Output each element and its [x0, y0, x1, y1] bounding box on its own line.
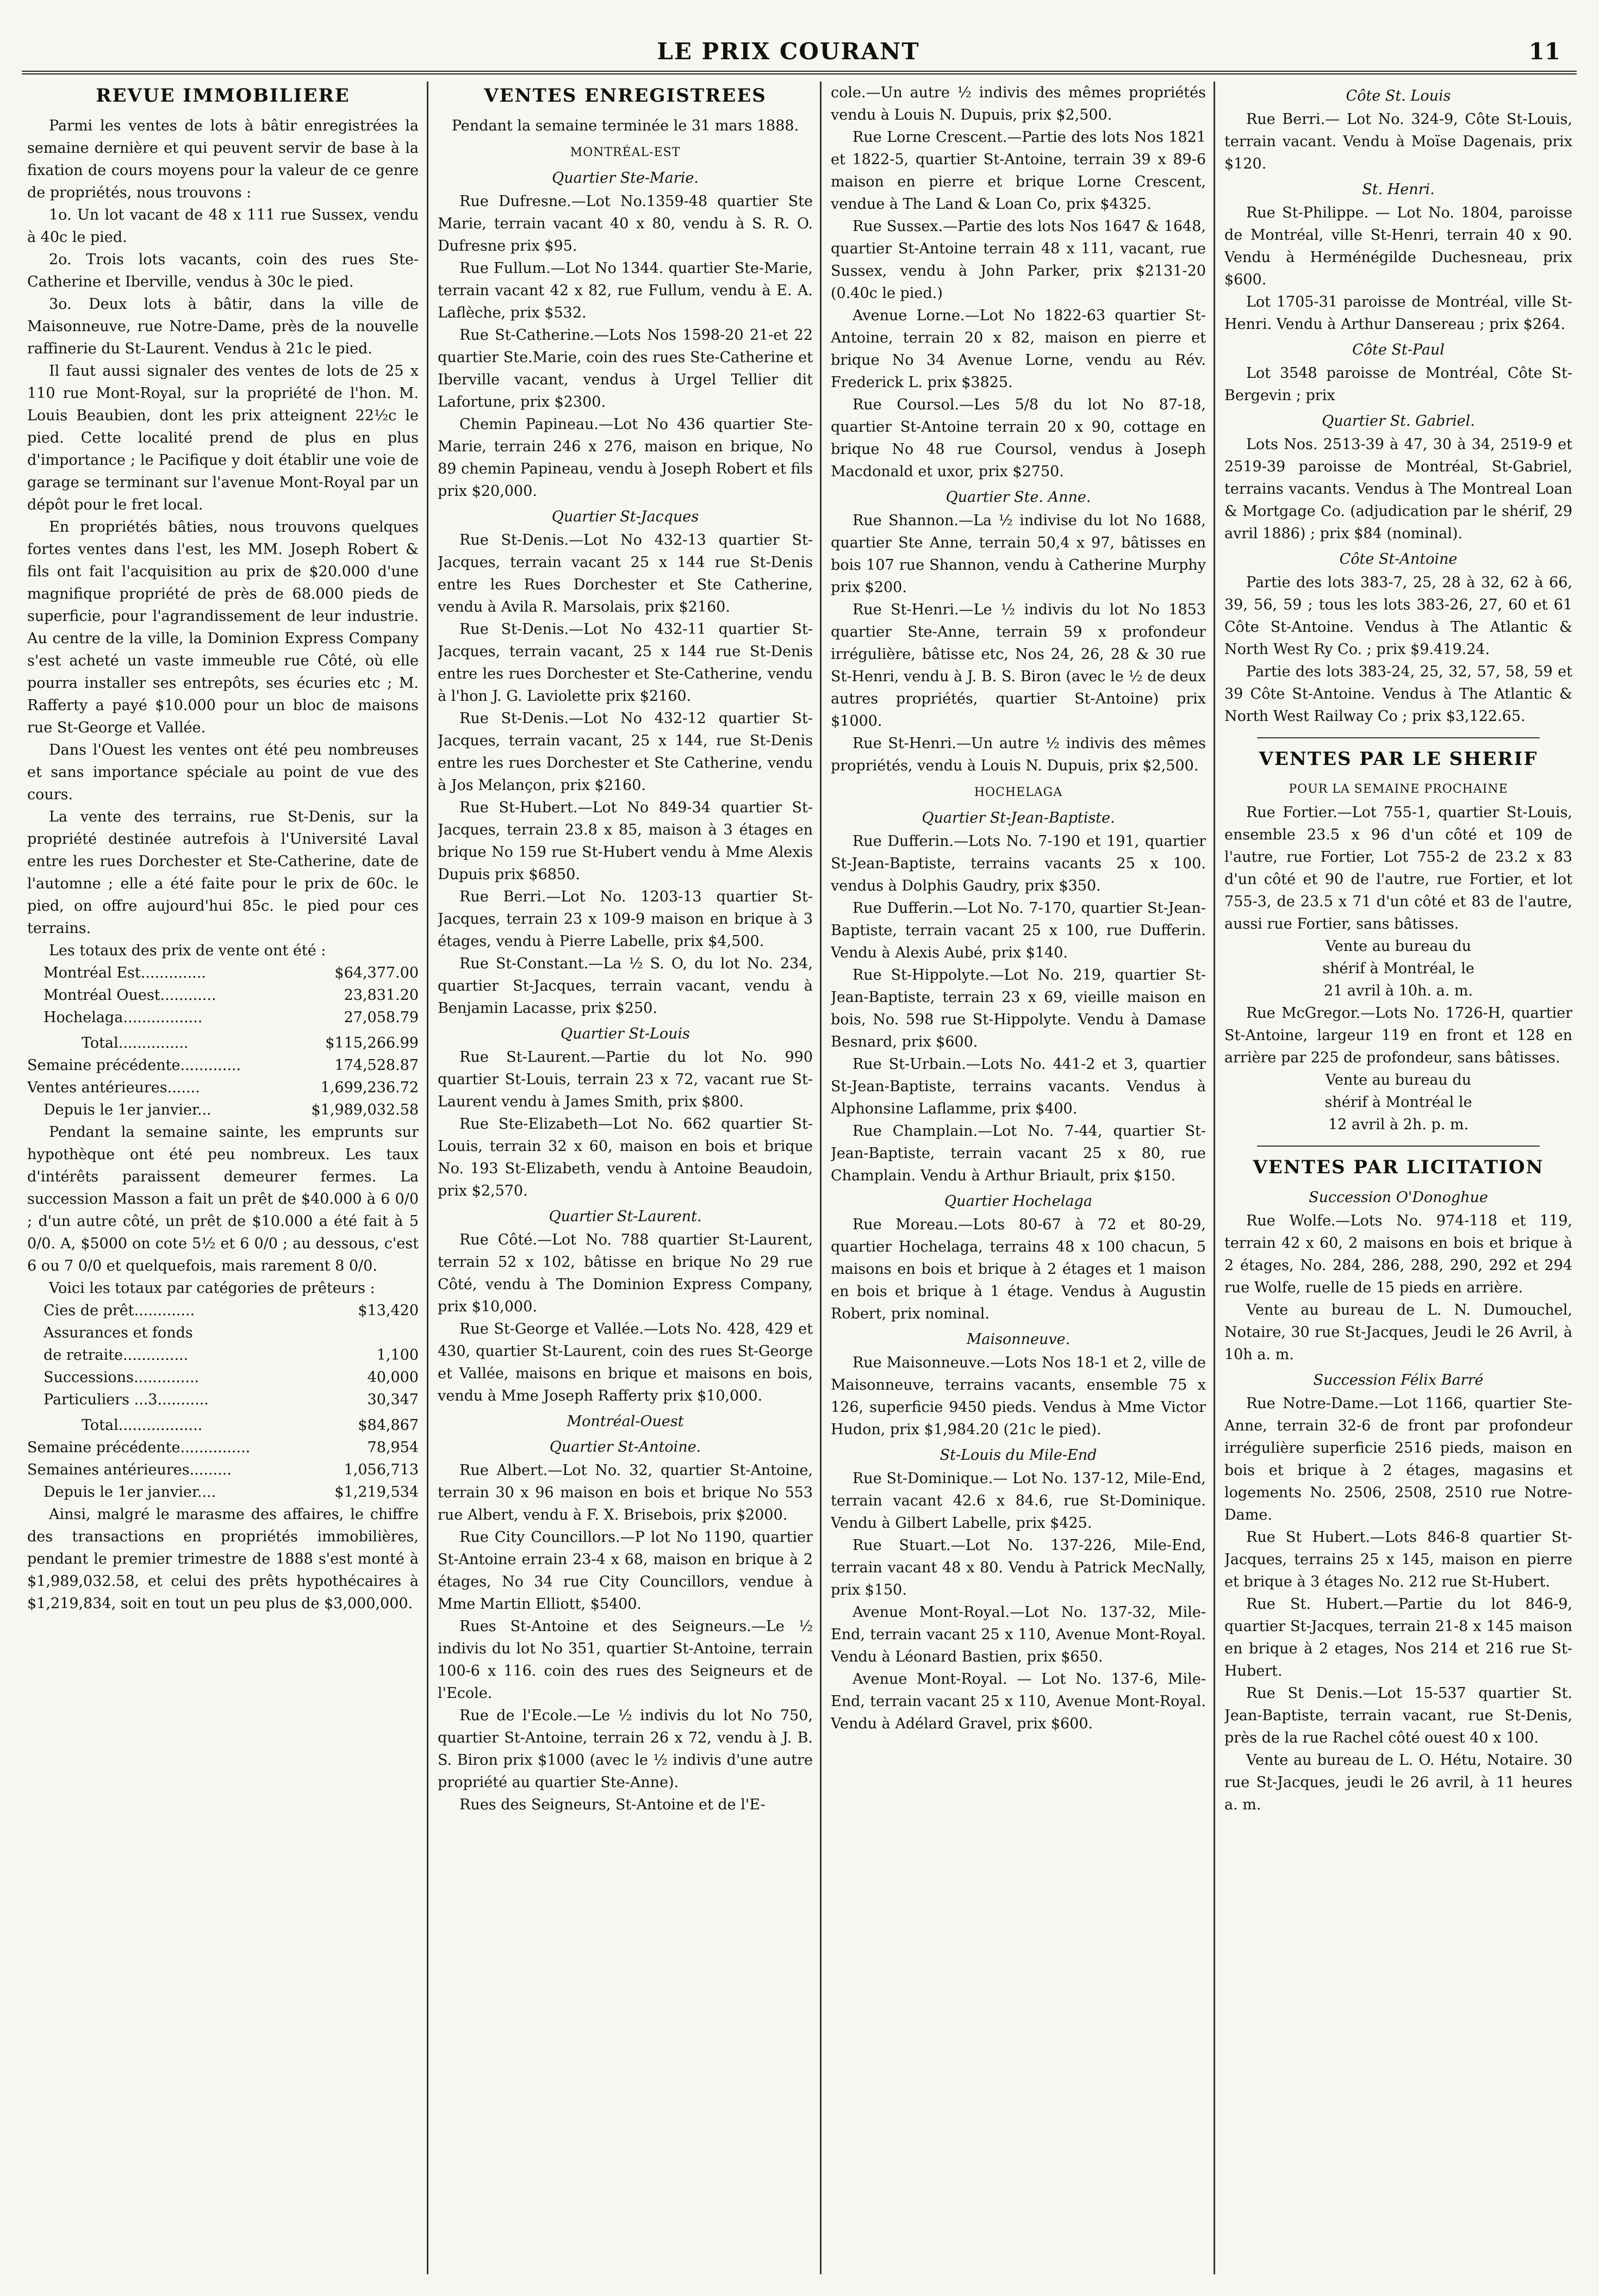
sale-entry: Rue St-Catherine.—Lots Nos 1598-20 21-et 22 quartier Ste.Marie, coin des rues Ste-Catherine et Iberville vacant, vendus à Urgel Tellier dit Lafortune, prix $2300.: [438, 327, 813, 410]
sale-venue: shérif à Montréal, le: [1322, 960, 1474, 977]
sale-entry: Rue Maisonneuve.—Lots Nos 18-1 et 2, ville de Maisonneuve, terrains vacants, ensemble 75 x 126, superficie 9450 pieds. Vendus à Mme Victor Hudon, prix $1,984.20 (21c le pied).: [831, 1354, 1206, 1438]
quarter-heading: Côte St-Antoine: [1339, 551, 1458, 568]
section-subheading: POUR LA SEMAINE PROCHAINE: [1289, 782, 1508, 796]
page-header: [22, 38, 1577, 74]
paragraph: 1o. Un lot vacant de 48 x 111 rue Sussex, vendu à 40c le pied.: [27, 207, 419, 246]
quarter-heading: St. Henri.: [1362, 181, 1435, 198]
quarter-heading: Quartier St-Jean-Baptiste.: [922, 810, 1115, 826]
sale-venue: Vente au bureau du: [1325, 938, 1472, 955]
sale-entry: Rue Dufferin.—Lot No. 7-170, quartier St-Jean-Baptiste, terrain vacant 25 x 100, rue Dufferin. Vendu à Alexis Aubé, prix $140.: [831, 900, 1206, 961]
column-ventes-sherif: [1224, 82, 1572, 2274]
sale-entry: Rue St-George et Vallée.—Lots No. 428, 429 et 430, quartier St-Laurent, coin des rues St-George et Vallée, maisons en brique et maisons en bois, vendu à Mme Joseph Rafferty prix $10,000.: [438, 1321, 813, 1404]
table-row: de retraite.............. 1,100: [43, 1347, 419, 1364]
quarter-heading: Côte St. Louis: [1346, 88, 1451, 104]
quarter-heading: Maisonneuve.: [966, 1331, 1071, 1348]
sale-entry: Rue de l'Ecole.—Le ½ indivis du lot No 750, quartier St-Antoine, terrain 26 x 72, vendu à J. B. S. Biron prix $1000 (avec le ½ indivis d'une autre propriété au quartier Ste-Anne).: [438, 1707, 813, 1791]
sale-entry: Rue St-Constant.—La ½ S. O, du lot No. 234, quartier St-Jacques, terrain vacant, vendu à Benjamin Lacasse, prix $250.: [438, 955, 813, 1017]
column-ventes-enregistrees: [438, 82, 813, 2274]
sale-entry: Rue Côté.—Lot No. 788 quartier St-Laurent, terrain 52 x 102, bâtisse en brique No 29 rue Côté, vendu à The Dominion Express Company, prix $10,000.: [438, 1231, 813, 1315]
sale-entry: Rue St-Dominique.— Lot No. 137-12, Mile-End, terrain vacant 42.6 x 84.6, rue St-Dominique. Vendu à Gilbert Labelle, prix $425.: [831, 1470, 1206, 1532]
sale-venue: shérif à Montréal le: [1324, 1094, 1472, 1111]
section-divider: [1257, 1146, 1540, 1147]
paragraph: Il faut aussi signaler des ventes de lots de 25 x 110 rue Mont-Royal, sur la propriété de l'hon. M. Louis Beaubien, dont les prix atteignent 22½c le pied. Cette localité prend de plus en plus d'importance ; le Pacifique y doit établir une voie de garage se terminant sur l'avenue Mont-Royal par un dépôt pour le fret local.: [27, 363, 419, 513]
sale-entry: Rue Ste-Elizabeth—Lot No. 662 quartier St-Louis, terrain 32 x 60, maison en bois et brique No. 193 St-Elizabeth, vendu à Antoine Beaudoin, prix $2,570.: [438, 1116, 813, 1199]
paragraph: Ainsi, malgré le marasme des affaires, le chiffre des transactions en propriétés immobilières, pendant le premier trimestre de 1888 s'est monté à $1,989,032.58, et celui des prêts hypothécaires à $1,219,834, soit en tout un peu plus de $3,000,000.: [27, 1506, 419, 1612]
quarter-heading: Quartier St-Laurent.: [549, 1208, 702, 1225]
sale-entry: Rue Wolfe.—Lots No. 974-118 et 119, terrain 42 x 60, 2 maisons en bois et brique à 2 étages, No. 284, 286, 288, 290, 292 et 294 rue Wolfe, ruelle de 15 pieds en arrière.: [1224, 1212, 1572, 1296]
sale-date: 12 avril à 2h. p. m.: [1328, 1116, 1469, 1133]
page-title: LE PRIX COURANT: [657, 38, 920, 65]
sale-entry: Rue St-Philippe. — Lot No. 1804, paroisse de Montréal, ville St-Henri, terrain 40 x 90. Vendu à Herménégilde Duchesneau, prix $600.: [1224, 204, 1572, 288]
paragraph: Dans l'Ouest les ventes ont été peu nombreuses et sans importance spéciale au point de vue des cours.: [27, 742, 419, 803]
sale-entry: Rue Berri.—Lot No. 1203-13 quartier St-Jacques, terrain 23 x 109-9 maison en brique à 3 étages, vendu à Pierre Labelle, prix $4,500.: [438, 888, 813, 950]
quarter-heading: Côte St-Paul: [1352, 341, 1445, 358]
quarter-heading: Quartier Ste. Anne.: [945, 489, 1091, 506]
sale-venue: Vente au bureau de L. O. Hétu, Notaire. 30 rue St-Jacques, jeudi le 26 avril, à 11 heures a. m.: [1224, 1752, 1572, 1813]
paragraph: La vente des terrains, rue St-Denis, sur la propriété destinée autrefois à l'Université Laval entre les rues Dorchester et Ste-Catherine, date de l'automne ; elle a été faite pour le prix de 60c. le pied, on offre aujourd'hui 85c. le pied pour ces terrains.: [27, 808, 419, 937]
table-row-total: Total............... $115,266.99: [82, 1035, 419, 1051]
intro-text: Pendant la semaine terminée le 31 mars 1888.: [451, 117, 799, 134]
section-heading: REVUE IMMOBILIERE: [96, 85, 350, 107]
column-divider: [1214, 82, 1215, 2274]
column-ventes-suite: [831, 82, 1206, 2274]
table-row: Particuliers ...3........... 30,347: [43, 1391, 419, 1408]
sale-entry: Rue St-Laurent.—Partie du lot No. 990 quartier St-Louis, terrain 23 x 72, vacant rue St-Laurent vendu à James Smith, prix $800.: [438, 1049, 813, 1110]
succession-heading: Succession O'Donoghue: [1309, 1189, 1488, 1206]
sale-entry: Avenue Mont-Royal. — Lot No. 137-6, Mile-End, terrain vacant 25 x 110, Avenue Mont-Royal. Vendu à Adélard Gravel, prix $600.: [831, 1671, 1206, 1732]
table-row-total: Total.................. $84,867: [82, 1417, 419, 1434]
paragraph: 2o. Trois lots vacants, coin des rues Ste-Catherine et Iberville, vendus à 30c le pied.: [27, 251, 419, 290]
sale-entry: Partie des lots 383-24, 25, 32, 57, 58, 59 et 39 Côte St-Antoine. Vendus à The Atlantic & North West Railway Co ; prix $3,122.65.: [1224, 663, 1572, 725]
table-row: Semaines antérieures......... 1,056,713: [27, 1461, 419, 1478]
newspaper-page: [22, 0, 1577, 2296]
sales-totals-table: [27, 962, 419, 1121]
sale-entry: Rue St-Denis.—Lot No 432-11 quartier St-Jacques, terrain vacant, 25 x 144 rue St-Denis entre les rues Dorchester et Ste-Catherine, vendu à l'hon J. G. Laviolette prix $2160.: [438, 621, 813, 705]
sale-entry: Rue Lorne Crescent.—Partie des lots Nos 1821 et 1822-5, quartier St-Antoine, terrain 39 x 89-6 maison en pierre et brique Lorne Crescent, vendue à The Land & Loan Co, prix $4325.: [831, 129, 1206, 213]
column-divider: [427, 82, 428, 2274]
quarter-heading: St-Louis du Mile-End: [940, 1447, 1097, 1464]
paragraph: Voici les totaux par catégories de prêteurs :: [49, 1280, 375, 1297]
district-heading: MONTRÉAL-EST: [570, 146, 681, 159]
quarter-heading: Quartier Hochelaga: [944, 1193, 1092, 1210]
quarter-heading: Quartier St-Louis: [560, 1025, 690, 1042]
sale-entry: Rue Sussex.—Partie des lots Nos 1647 & 1648, quartier St-Antoine terrain 48 x 111, vacant, rue Sussex, vendu à John Parker, prix $2131-20 (0.40c le pied.): [831, 218, 1206, 302]
sale-entry: Rue Coursol.—Les 5/8 du lot No 87-18, quartier St-Antoine terrain 20 x 90, cottage en brique No 48 rue Coursol, vendus à Joseph Macdonald et uxor, prix $2750.: [831, 396, 1206, 480]
column-divider: [820, 82, 822, 2274]
table-row: Hochelaga................. 27,058.79: [43, 1009, 419, 1026]
sale-entry: Rue Champlain.—Lot No. 7-44, quartier St-Jean-Baptiste, terrain vacant 25 x 80, rue Champlain. Vendu à Arthur Briault, prix $150.: [831, 1123, 1206, 1184]
page-number: 11: [1528, 38, 1560, 65]
paragraph: En propriétés bâties, nous trouvons quelques fortes ventes dans l'est, les MM. Joseph Robert & fils ont fait l'acquisition au prix de $20.000 d'une magnifique propriété de près de 68.000 pieds de superficie, pour l'agrandissement de leur industrie. Au centre de la ville, la Dominion Express Company s'est acheté un vaste immeuble rue Côté, où elle pourra installer ses entrepôts, ses écuries etc ; M. Rafferty a payé $10.000 pour un bloc de maisons rue St-George et Vallée.: [27, 519, 419, 736]
sale-entry: Avenue Lorne.—Lot No 1822-63 quartier St-Antoine, terrain 20 x 82, maison en pierre et brique No 34 Avenue Lorne, vendu au Rév. Frederick L. prix $3825.: [831, 307, 1206, 391]
sale-entry: Rue Stuart.—Lot No. 137-226, Mile-End, terrain vacant 48 x 80. Vendu à Patrick MecNally, prix $150.: [831, 1537, 1206, 1598]
sale-entry: Rue Dufferin.—Lots No. 7-190 et 191, quartier St-Jean-Baptiste, terrains vacants 25 x 100. vendus à Dolphis Gaudry, prix $350.: [831, 833, 1206, 894]
sale-entry: Rue Fullum.—Lot No 1344. quartier Ste-Marie, terrain vacant 42 x 82, rue Fullum, vendu à E. A. Laflèche, prix $532.: [438, 260, 813, 321]
sale-entry: Rue Notre-Dame.—Lot 1166, quartier Ste-Anne, terrain 32-6 de front par profondeur irrégulière superficie 2516 pieds, maison en bois et brique à 2 étages, magasins et logements No. 2506, 2508, 2510 rue Notre-Dame.: [1224, 1395, 1572, 1523]
sale-entry: Rues des Seigneurs, St-Antoine et de l'E-: [459, 1796, 766, 1813]
sale-entry: Partie des lots 383-7, 25, 28 à 32, 62 à 66, 39, 56, 59 ; tous les lots 383-26, 27, 60 et 61 Côte St-Antoine. Vendus à The Atlantic & North West Ry Co. ; prix $9.419.24.: [1224, 574, 1572, 658]
table-row: Successions.............. 40,000: [43, 1369, 419, 1386]
sale-entry: Rue St-Denis.—Lot No 432-13 quartier St-Jacques, terrain vacant 25 x 144 rue St-Denis entre les Rues Dorchester et Ste Catherine, vendu à Avila R. Marsolais, prix $2160.: [438, 532, 813, 615]
sale-venue: Vente au bureau du: [1325, 1072, 1472, 1088]
sale-entry: Chemin Papineau.—Lot No 436 quartier Ste-Marie, terrain 246 x 276, maison en brique, No 89 chemin Papineau, vendu à Joseph Robert et fils prix $20,000.: [438, 416, 813, 500]
table-row: Assurances et fonds: [43, 1324, 193, 1341]
sale-entry: Rue St-Henri.—Le ½ indivis du lot No 1853 quartier Ste-Anne, terrain 59 x profondeur irrégulière, bâtisse etc, Nos 24, 26, 28 & 30 rue St-Henri, vendu à J. B. S. Biron (avec le ½ de deux autres propriétés, quartier St-Antoine) prix $1000.: [831, 601, 1206, 730]
table-row: Montréal Est.............. $64,377.00: [43, 965, 419, 981]
table-row: Montréal Ouest............ 23,831.20: [43, 987, 419, 1004]
sale-venue: Vente au bureau de L. N. Dumouchel, Notaire, 30 rue St-Jacques, Jeudi le 26 Avril, à 10h a. m.: [1224, 1302, 1572, 1363]
quarter-heading: Quartier St-Antoine.: [549, 1439, 701, 1455]
sale-entry: Rues St-Antoine et des Seigneurs.—Le ½ indivis du lot No 351, quartier St-Antoine, terrain 100-6 x 116. coin des rues des Seigneurs et de l'Ecole.: [438, 1618, 813, 1702]
sale-date: 21 avril à 10h. a. m.: [1323, 982, 1473, 999]
sale-entry: Rue St Hubert.—Lots 846-8 quartier St-Jacques, terrains 25 x 145, maison en pierre et brique à 3 étages No. 212 rue St-Hubert.: [1224, 1529, 1572, 1590]
column-revue-immobiliere: [27, 82, 419, 2274]
section-heading: VENTES PAR LICITATION: [1253, 1156, 1544, 1178]
sale-entry: Rue City Councillors.—P lot No 1190, quartier St-Antoine errain 23-4 x 68, maison en brique à 2 étages, No 34 rue City Councillors, vendue à Mme Martin Elliott, $5400.: [438, 1529, 813, 1613]
table-row: Semaine précédente............. 174,528.87: [27, 1057, 419, 1074]
sale-entry: Rue St-Henri.—Un autre ½ indivis des mêmes propriétés, vendu à Louis N. Dupuis, prix $2,500.: [831, 735, 1206, 774]
sale-entry: Rue St-Urbain.—Lots No. 441-2 et 3, quartier St-Jean-Baptiste, terrains vacants. Vendus à Alphonsine Laflamme, prix $400.: [831, 1056, 1206, 1117]
sale-entry: Rue St. Hubert.—Partie du lot 846-9, quartier St-Jacques, terrain 21-8 x 145 maison en brique à 2 etages, Nos 214 et 216 rue St-Hubert.: [1224, 1596, 1572, 1679]
paragraph: Pendant la semaine sainte, les emprunts sur hypothèque ont été peu nombreux. Les taux d'intérêts paraissent demeurer fermes. La succession Masson a fait un prêt de $40.000 à 6 0/0 ; d'un autre côté, un prêt de $10.000 a été fait à 5 0/0. A, $5000 on cote 5½ et 6 0/0 ; au dessous, c'est 6 ou 7 0/0 et quelquefois, mais rarement 8 0/0.: [27, 1124, 419, 1274]
sale-entry: Rue Moreau.—Lots 80-67 à 72 et 80-29, quartier Hochelaga, terrains 48 x 100 chacun, 5 maisons en bois et brique à 2 étages et 1 maison en bois et brique à 1 étage. Vendus à Augustin Robert, prix nominal.: [831, 1216, 1206, 1322]
lenders-totals-table: [27, 1299, 419, 1503]
sale-entry: Rue Shannon.—La ½ indivise du lot No 1688, quartier Ste Anne, terrain 50,4 x 97, bâtisses en bois 107 rue Shannon, vendu à Catherine Murphy prix $200.: [831, 512, 1206, 596]
sale-entry: Rue St-Hubert.—Lot No 849-34 quartier St-Jacques, terrain 23.8 x 85, maison à 3 étages en brique No 159 rue St-Hubert vendu à Mme Alexis Dupuis prix $6850.: [438, 799, 813, 883]
sale-entry: Rue Albert.—Lot No. 32, quartier St-Antoine, terrain 30 x 96 maison en bois et brique No 553 rue Albert, vendu à F. X. Brisebois, prix $2000.: [438, 1462, 813, 1523]
sale-entry: Lots Nos. 2513-39 à 47, 30 à 34, 2519-9 et 2519-39 paroisse de Montréal, St-Gabriel, terrains vacants. Vendus à The Montreal Loan & Mortgage Co. (adjudication par le shérif, 29 avril 1886) ; prix $84 (nominal).: [1224, 436, 1572, 542]
sale-entry: Lot 3548 paroisse de Montréal, Côte St- Bergevin ; prix: [1224, 365, 1572, 404]
sale-entry: Rue McGregor.—Lots No. 1726-H, quartier St-Antoine, largeur 119 en front et 128 en arrière par 225 de profondeur, sans bâtisses.: [1224, 1005, 1572, 1066]
sale-entry: Lot 1705-31 paroisse de Montréal, ville St-Henri. Vendu à Arthur Dansereau ; prix $264.: [1224, 294, 1572, 333]
section-heading: VENTES PAR LE SHERIF: [1259, 748, 1538, 770]
district-heading: Montréal-Ouest: [567, 1413, 684, 1430]
paragraph: Parmi les ventes de lots à bâtir enregistrées la semaine dernière et qui peuvent servir de base à la fixation de cours moyens pour la valeur de ce genre de propriétés, nous trouvons :: [27, 117, 419, 201]
table-row: Depuis le 1er janvier... $1,989,032.58: [43, 1102, 419, 1118]
sale-entry: Rue St-Denis.—Lot No 432-12 quartier St-Jacques, terrain vacant, 25 x 144, rue St-Denis entre les rues Dorchester et Ste Catherine, vendu à Jos Melançon, prix $2160.: [438, 710, 813, 794]
table-row: Cies de prêt............. $13,420: [43, 1302, 419, 1319]
section-divider: [1257, 737, 1540, 738]
paragraph: 3o. Deux lots à bâtir, dans la ville de Maisonneuve, rue Notre-Dame, près de la nouvelle raffinerie du St-Laurent. Vendus à 21c le pied.: [27, 296, 419, 357]
table-row: Semaine précédente............... 78,954: [27, 1439, 419, 1456]
sale-entry: Rue St-Hippolyte.—Lot No. 219, quartier St-Jean-Baptiste, terrain 23 x 69, vieille maison en bois, No. 598 rue St-Hippolyte. Vendu à Damase Besnard, prix $600.: [831, 967, 1206, 1050]
sale-entry: cole.—Un autre ½ indivis des mêmes propriétés vendu à Louis N. Dupuis, prix $2,500.: [831, 84, 1206, 123]
quarter-heading: Quartier Ste-Marie.: [552, 170, 699, 186]
sale-entry: Rue Dufresne.—Lot No.1359-48 quartier Ste Marie, terrain vacant 40 x 80, vendu à S. R. O. Dufresne prix $95.: [438, 193, 813, 254]
sale-entry: Avenue Mont-Royal.—Lot No. 137-32, Mile-End, terrain vacant 25 x 110, Avenue Mont-Royal. Vendu à Léonard Bastien, prix $650.: [831, 1604, 1206, 1665]
paragraph: Les totaux des prix de vente ont été :: [49, 942, 326, 959]
district-heading: HOCHELAGA: [974, 786, 1063, 799]
table-row: Depuis le 1er janvier.... $1,219,534: [43, 1484, 419, 1501]
table-row: Ventes antérieures....... 1,699,236.72: [27, 1079, 419, 1096]
sale-entry: Rue Berri.— Lot No. 324-9, Côte St-Louis, terrain vacant. Vendu à Moïse Dagenais, prix $120.: [1224, 111, 1572, 172]
section-heading: VENTES ENREGISTREES: [484, 85, 767, 107]
sale-entry: Rue St Denis.—Lot 15-537 quartier St. Jean-Baptiste, terrain vacant, rue St-Denis, près de la rue Rachel côté ouest 40 x 100.: [1224, 1685, 1572, 1746]
quarter-heading: Quartier St. Gabriel.: [1322, 413, 1475, 430]
succession-heading: Succession Félix Barré: [1313, 1372, 1484, 1389]
sale-entry: Rue Fortier.—Lot 755-1, quartier St-Louis, ensemble 23.5 x 96 d'un côté et 109 de l'autre, rue Fortier, Lot 755-2 de 23.2 x 83 d'un côté et 90 de l'autre, rue Fortier, et lot 755-3, de 23.5 x 71 d'un côté et 83 de l'autre, aussi rue Fortier, sans bâtisses.: [1224, 804, 1572, 932]
quarter-heading: Quartier St-Jacques: [551, 508, 699, 525]
